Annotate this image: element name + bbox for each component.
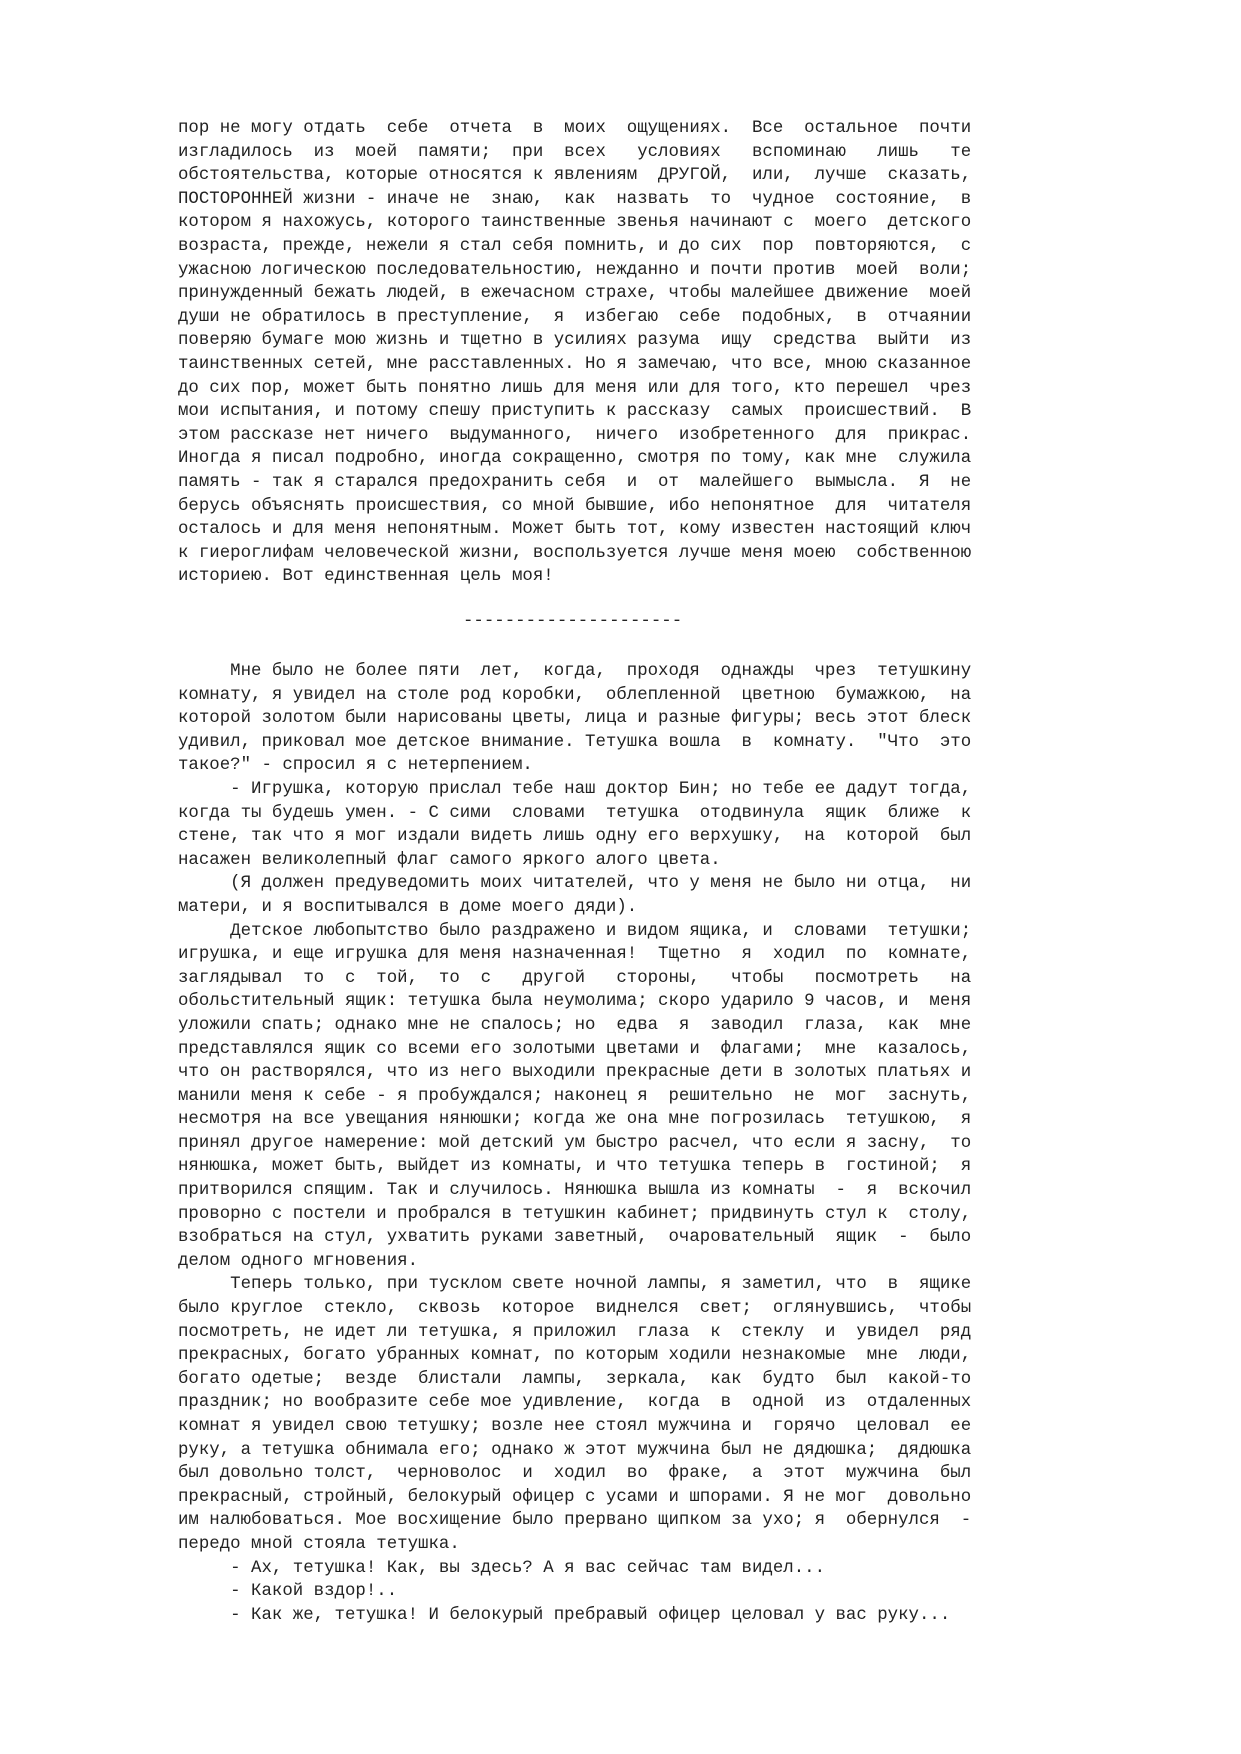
text-line: возраста, прежде, нежели я стал себя помнить, и до сих пор повторяются, с xyxy=(178,236,972,256)
text-line: обольстительный ящик: тетушка была неумолима; скоро ударило 9 часов, и меня xyxy=(178,992,972,1012)
text-line: до сих пор, может быть понятно лишь для меня или для того, кто перешел чрез xyxy=(178,378,972,398)
text-line: Мне было не более пяти лет, когда, проходя однажды чрез тетушкину xyxy=(178,662,972,681)
text-line: - Какой вздор!.. xyxy=(178,1582,398,1602)
text-line: комнату, я увидел на столе род коробки, облепленной цветною бумажкою, на xyxy=(178,685,972,705)
text-line: - Как же, тетушка! И белокурый пребравый офицер целовал у вас руку... xyxy=(178,1605,951,1625)
text-line: обстоятельства, которые относятся к явлениям ДРУГОЙ, или, лучше сказать, xyxy=(178,166,972,186)
text-line: был довольно толст, черноволос и ходил во фраке, а этот мужчина был xyxy=(178,1464,972,1484)
text-line: (Я должен предуведомить моих читателей, что у меня не было ни отца, ни xyxy=(178,874,972,894)
text-line: - Игрушка, которую прислал тебе наш доктор Бин; но тебе ее дадут тогда, xyxy=(178,779,972,799)
text-line: когда ты будешь умен. - С сими словами тетушка отодвинула ящик ближе к xyxy=(178,803,972,823)
text-line: стене, так что я мог издали видеть лишь одну его верхушку, на которой был xyxy=(178,827,972,847)
text-line: руку, а тетушка обнимала его; однако ж этот мужчина был не дядюшка; дядюшка xyxy=(178,1440,972,1460)
text-line: Детское любопытство было раздражено и видом ящика, и словами тетушки; xyxy=(178,921,972,941)
text-line: души не обратилось в преступление, я избегаю себе подобных, в отчаянии xyxy=(178,307,972,327)
text-line: делом одного мгновения. xyxy=(178,1251,419,1271)
text-line: посмотреть, не идет ли тетушка, я приложил глаза к стеклу и увидел ряд xyxy=(178,1322,972,1342)
text-line: таинственных сетей, мне расставленных. Но я замечаю, что все, мною сказанное xyxy=(178,354,972,374)
text-block-intro xyxy=(178,117,1138,589)
text-line: этом рассказе нет ничего выдуманного, ничего изобретенного для прикрас. xyxy=(178,425,972,445)
text-line: поверяю бумаге мою жизнь и тщетно в усилиях разума ищу средства выйти из xyxy=(178,331,972,351)
text-line: - Ах, тетушка! Как, вы здесь? А я вас сейчас там видел... xyxy=(178,1558,826,1578)
text-line: которой золотом были нарисованы цветы, лица и разные фигуры; весь этот блеск xyxy=(178,709,972,729)
text-line: нянюшка, может быть, выйдет из комнаты, и что тетушка теперь в гостиной; я xyxy=(178,1157,972,1177)
text-line: мои испытания, и потому спешу приступить к рассказу самых происшествий. В xyxy=(178,402,972,422)
text-line: богато одетые; везде блистали лампы, зеркала, как будто был какой-то xyxy=(178,1369,972,1389)
text-line: Иногда я писал подробно, иногда сокращенно, смотря по тому, как мне служила xyxy=(178,449,972,469)
text-line: историею. Вот единственная цель моя! xyxy=(178,567,554,587)
text-line: манили меня к себе - я пробуждался; наконец я решительно не мог заснуть, xyxy=(178,1086,972,1106)
text-line: такое?" - спросил я с нетерпением. xyxy=(178,756,533,776)
text-line: заглядывал то с той, то с другой стороны, чтобы посмотреть на xyxy=(178,968,972,988)
text-line: притворился спящим. Так и случилось. Нянюшка вышла из комнаты - я вскочил xyxy=(178,1181,972,1201)
text-line: принужденный бежать людей, в ежечасном страхе, чтобы малейшее движение моей xyxy=(178,284,972,304)
text-line: изгладилось из моей памяти; при всех условиях вспоминаю лишь те xyxy=(178,142,972,162)
text-line: передо мной стояла тетушка. xyxy=(178,1534,460,1554)
text-line: память - так я старался предохранить себя и от малейшего вымысла. Я не xyxy=(178,472,972,492)
text-line: представлялся ящик со всеми его золотыми цветами и флагами; мне казалось, xyxy=(178,1039,972,1059)
text-line: уложили спать; однако мне не спалось; но едва я заводил глаза, как мне xyxy=(178,1015,972,1035)
text-line: принял другое намерение: мой детский ум быстро расчел, что если я засну, то xyxy=(178,1133,972,1153)
section-separator: --------------------- xyxy=(463,612,683,631)
text-line: праздник; но вообразите себе мое удивление, когда в одной из отдаленных xyxy=(178,1393,972,1413)
text-line: ужасною логическою последовательностию, нежданно и почти против моей воли; xyxy=(178,260,972,280)
text-line: матери, и я воспитывался в доме моего дяди). xyxy=(178,897,638,917)
text-line: взобраться на стул, ухватить руками заветный, очаровательный ящик - было xyxy=(178,1228,972,1248)
text-line: берусь объяснять происшествия, со мной бывшие, ибо непонятное для читателя xyxy=(178,496,972,516)
text-line: к гиероглифам человеческой жизни, воспользуется лучше меня моею собственною xyxy=(178,543,972,563)
text-line: прекрасных, богато убранных комнат, по которым ходили незнакомые мне люди, xyxy=(178,1346,972,1366)
text-line: пор не могу отдать себе отчета в моих ощущениях. Все остальное почти xyxy=(178,119,972,138)
text-line: несмотря на все увещания нянюшки; когда же она мне погрозилась тетушкою, я xyxy=(178,1110,972,1130)
text-line: игрушка, и еще игрушка для меня назначенная! Тщетно я ходил по комнате, xyxy=(178,945,972,965)
text-line: им налюбоваться. Мое восхищение было прервано щипком за ухо; я обернулся - xyxy=(178,1511,972,1531)
text-line: прекрасный, стройный, белокурый офицер с усами и шпорами. Я не мог довольно xyxy=(178,1487,972,1507)
text-line: котором я нахожусь, которого таинственные звенья начинают с моего детского xyxy=(178,213,972,233)
text-line: ПОСТОРОННЕЙ жизни - иначе не знаю, как назвать то чудное состояние, в xyxy=(178,189,972,209)
text-line: было круглое стекло, сквозь которое виднелся свет; оглянувшись, чтобы xyxy=(178,1299,972,1319)
text-line: насажен великолепный флаг самого яркого алого цвета. xyxy=(178,850,721,870)
text-line: удивил, приковал мое детское внимание. Тетушка вошла в комнату. "Что это xyxy=(178,732,972,752)
text-line: проворно с постели и пробрался в тетушкин кабинет; придвинуть стул к столу, xyxy=(178,1204,972,1224)
text-line: что он растворялся, что из него выходили прекрасные дети в золотых платьях и xyxy=(178,1063,972,1083)
text-line: осталось и для меня непонятным. Может быть тот, кому известен настоящий ключ xyxy=(178,520,972,540)
text-line: Теперь только, при тусклом свете ночной лампы, я заметил, что в ящике xyxy=(178,1275,972,1295)
text-block-story xyxy=(178,660,1138,1627)
text-line: комнат я увидел свою тетушку; возле нее стоял мужчина и горячо целовал ее xyxy=(178,1417,972,1436)
